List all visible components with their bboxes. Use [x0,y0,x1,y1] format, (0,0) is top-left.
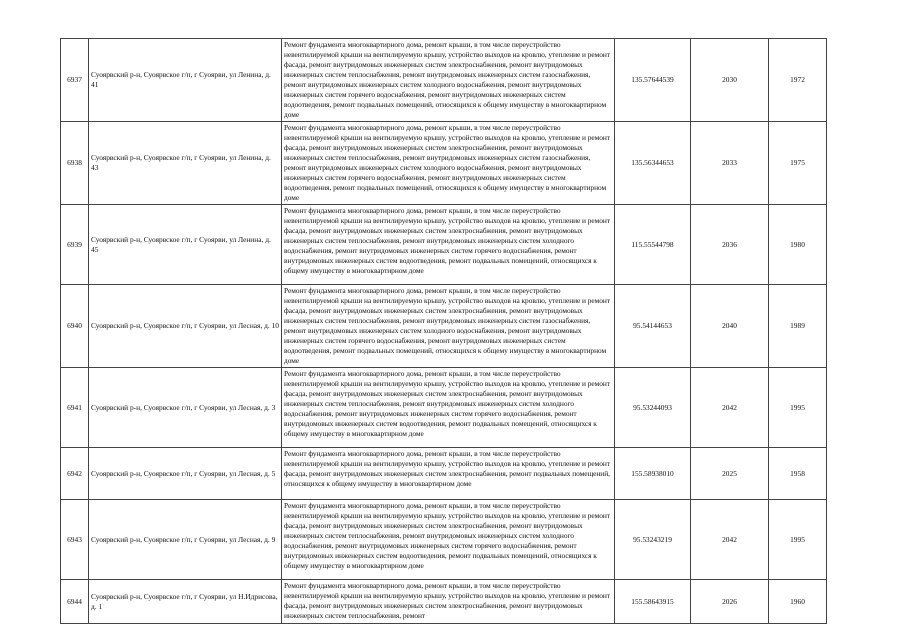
build-year-cell: 1975 [769,122,827,205]
build-year-cell: 1958 [769,448,827,500]
planned-year-cell: 2042 [691,500,769,580]
work-list-cell: Ремонт фундамента многоквартирного дома, ремонт крыши, в том числе переустройство невентилируемой крыши на вентилируемую крышу, устройство выходов на кровлю, утепление и ремонт фасада, ремонт внутридомовых инженерных систем электроснабжения, ремонт внутридомовых инженерных систем теплоснабжения, ремонт [282,580,615,624]
address-cell: Суоярвский р-н, Суоярвское г/п, г Суоярви, ул Лесная, д. 3 [89,368,282,448]
cost-cell: 95.53243219 [615,500,691,580]
table-row [61,500,827,580]
work-list-cell: Ремонт фундамента многоквартирного дома, ремонт крыши, в том числе переустройство невентилируемой крыши на вентилируемую крышу, устройство выходов на кровлю, утепление и ремонт фасада, ремонт внутридомовых инженерных систем электроснабжения, ремонт внутридомовых инженерных систем теплоснабжения, ремонт внутридомовых инженерных систем газоснабжения, ремонт внутридомовых инженерных систем холодного водоснабжения, ремонт внутридомовых инженерных систем горячего водоснабжения, ремонт внутридомовых инженерных систем водоотведения, ремонт подвальных помещений, относящихся к общему имуществу в многоквартирном доме [282,285,615,368]
build-year-cell: 1989 [769,285,827,368]
address-cell: Суоярвский р-н, Суоярвское г/п, г Суоярви, ул Ленина, д. 43 [89,122,282,205]
address-cell: Суоярвский р-н, Суоярвское г/п, г Суоярви, ул Н.Идрисова, д. 1 [89,580,282,624]
build-year-cell: 1960 [769,580,827,624]
work-list-cell: Ремонт фундамента многоквартирного дома, ремонт крыши, в том числе переустройство невентилируемой крыши на вентилируемую крышу, устройство выходов на кровлю, утепление и ремонт фасада, ремонт внутридомовых инженерных систем электроснабжения, ремонт внутридомовых инженерных систем теплоснабжения, ремонт внутридомовых инженерных систем холодного водоснабжения, ремонт внутридомовых инженерных систем горячего водоснабжения, ремонт внутридомовых инженерных систем водоотведения, ремонт подвальных помещений, относящихся к общему имуществу в многоквартирном доме [282,368,615,448]
repair-schedule-table [60,38,827,624]
table-row [61,205,827,285]
row-number: 6944 [61,580,89,624]
row-number: 6942 [61,448,89,500]
document-page [60,38,826,624]
row-number: 6941 [61,368,89,448]
table-row [61,448,827,500]
planned-year-cell: 2026 [691,580,769,624]
row-number: 6937 [61,39,89,122]
work-list-cell: Ремонт фундамента многоквартирного дома, ремонт крыши, в том числе переустройство невентилируемой крыши на вентилируемую крышу, устройство выходов на кровлю, утепление и ремонт фасада, ремонт внутридомовых инженерных систем электроснабжения, ремонт внутридомовых инженерных систем теплоснабжения, ремонт внутридомовых инженерных систем газоснабжения, ремонт внутридомовых инженерных систем холодного водоснабжения, ремонт внутридомовых инженерных систем горячего водоснабжения, ремонт внутридомовых инженерных систем водоотведения, ремонт подвальных помещений, относящихся к общему имуществу в многоквартирном доме [282,39,615,122]
cost-cell: 115.55544798 [615,205,691,285]
build-year-cell: 1972 [769,39,827,122]
cost-cell: 155.58643915 [615,580,691,624]
build-year-cell: 1995 [769,500,827,580]
planned-year-cell: 2025 [691,448,769,500]
cost-cell: 135.56344653 [615,122,691,205]
cost-cell: 135.57644539 [615,39,691,122]
planned-year-cell: 2033 [691,122,769,205]
row-number: 6940 [61,285,89,368]
cost-cell: 95.54144653 [615,285,691,368]
cost-cell: 95.53244093 [615,368,691,448]
planned-year-cell: 2042 [691,368,769,448]
work-list-cell: Ремонт фундамента многоквартирного дома, ремонт крыши, в том числе переустройство невентилируемой крыши на вентилируемую крышу, устройство выходов на кровлю, утепление и ремонт фасада, ремонт внутридомовых инженерных систем электроснабжения, ремонт внутридомовых инженерных систем теплоснабжения, ремонт внутридомовых инженерных систем газоснабжения, ремонт внутридомовых инженерных систем холодного водоснабжения, ремонт внутридомовых инженерных систем горячего водоснабжения, ремонт внутридомовых инженерных систем водоотведения, ремонт подвальных помещений, относящихся к общему имуществу в многоквартирном доме [282,122,615,205]
build-year-cell: 1995 [769,368,827,448]
build-year-cell: 1980 [769,205,827,285]
address-cell: Суоярвский р-н, Суоярвское г/п, г Суоярви, ул Лесная, д. 5 [89,448,282,500]
table-body [61,39,827,624]
row-number: 6938 [61,122,89,205]
table-row [61,580,827,624]
row-number: 6939 [61,205,89,285]
planned-year-cell: 2030 [691,39,769,122]
address-cell: Суоярвский р-н, Суоярвское г/п, г Суоярви, ул Ленина, д. 45 [89,205,282,285]
planned-year-cell: 2036 [691,205,769,285]
address-cell: Суоярвский р-н, Суоярвское г/п, г Суоярви, ул Лесная, д. 10 [89,285,282,368]
cost-cell: 155.58938010 [615,448,691,500]
work-list-cell: Ремонт фундамента многоквартирного дома, ремонт крыши, в том числе переустройство невентилируемой крыши на вентилируемую крышу, устройство выходов на кровлю, утепление и ремонт фасада, ремонт внутридомовых инженерных систем электроснабжения, ремонт подвальных помещений, относящихся к общему имуществу в многоквартирном доме [282,448,615,500]
table-row [61,368,827,448]
row-number: 6943 [61,500,89,580]
work-list-cell: Ремонт фундамента многоквартирного дома, ремонт крыши, в том числе переустройство невентилируемой крыши на вентилируемую крышу, устройство выходов на кровлю, утепление и ремонт фасада, ремонт внутридомовых инженерных систем электроснабжения, ремонт внутридомовых инженерных систем теплоснабжения, ремонт внутридомовых инженерных систем холодного водоснабжения, ремонт внутридомовых инженерных систем горячего водоснабжения, ремонт внутридомовых инженерных систем водоотведения, ремонт подвальных помещений, относящихся к общему имуществу в многоквартирном доме [282,205,615,285]
address-cell: Суоярвский р-н, Суоярвское г/п, г Суоярви, ул Лесная, д. 9 [89,500,282,580]
work-list-cell: Ремонт фундамента многоквартирного дома, ремонт крыши, в том числе переустройство невентилируемой крыши на вентилируемую крышу, устройство выходов на кровлю, утепление и ремонт фасада, ремонт внутридомовых инженерных систем электроснабжения, ремонт внутридомовых инженерных систем теплоснабжения, ремонт внутридомовых инженерных систем холодного водоснабжения, ремонт внутридомовых инженерных систем горячего водоснабжения, ремонт внутридомовых инженерных систем водоотведения, ремонт подвальных помещений, относящихся к общему имуществу в многоквартирном доме [282,500,615,580]
address-cell: Суоярвский р-н, Суоярвское г/п, г Суоярви, ул Ленина, д. 41 [89,39,282,122]
table-row [61,122,827,205]
table-row [61,285,827,368]
table-row [61,39,827,122]
planned-year-cell: 2040 [691,285,769,368]
